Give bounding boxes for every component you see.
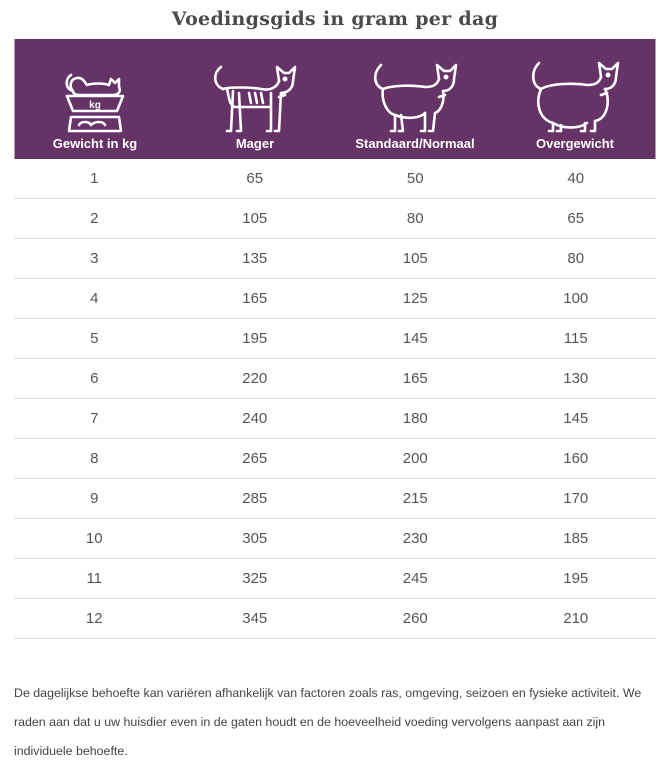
cell-weight: 5 — [90, 330, 99, 347]
table-row — [14, 279, 656, 319]
cell-weight: 10 — [85, 530, 103, 547]
header-label-thin: Mager — [235, 136, 275, 151]
cell-normal: 105 — [402, 250, 428, 267]
header-thin — [175, 39, 335, 159]
cell-weight: 8 — [90, 450, 99, 467]
cell-thin: 65 — [246, 170, 264, 187]
feeding-table — [14, 39, 656, 639]
page-title: Voedingsgids in gram per dag — [171, 8, 499, 30]
table-row — [14, 359, 656, 399]
header-label-overweight: Overgewicht — [535, 136, 615, 151]
cell-weight: 3 — [90, 250, 99, 267]
cell-thin: 285 — [242, 490, 268, 507]
cell-thin: 345 — [242, 610, 268, 627]
cell-thin: 105 — [242, 210, 268, 227]
cell-overweight: 130 — [563, 370, 589, 387]
cell-normal: 215 — [402, 490, 428, 507]
table-row — [14, 559, 656, 599]
header-label-normal: Standaard/Normaal — [355, 136, 475, 151]
cell-thin: 220 — [242, 370, 268, 387]
cell-normal: 245 — [402, 570, 428, 587]
cat-on-scale-icon — [55, 57, 135, 137]
scale-label: kg — [89, 100, 101, 111]
cell-weight: 12 — [85, 610, 103, 627]
overweight-cat-icon — [525, 57, 625, 137]
table-header — [14, 39, 656, 159]
cell-thin: 135 — [242, 250, 268, 267]
cell-overweight: 210 — [563, 610, 589, 627]
cell-overweight: 160 — [563, 450, 589, 467]
cell-weight: 2 — [90, 210, 99, 227]
cell-weight: 7 — [90, 410, 99, 427]
cell-overweight: 65 — [567, 210, 585, 227]
cell-overweight: 185 — [563, 530, 589, 547]
cell-normal: 180 — [402, 410, 428, 427]
cell-thin: 305 — [242, 530, 268, 547]
table-row — [14, 399, 656, 439]
normal-cat-icon — [365, 57, 465, 137]
header-weight — [15, 39, 175, 159]
cell-overweight: 40 — [567, 170, 585, 187]
table-row — [14, 239, 656, 279]
cell-normal: 260 — [402, 610, 428, 627]
cell-normal: 200 — [402, 450, 428, 467]
cell-overweight: 195 — [563, 570, 589, 587]
cell-weight: 6 — [90, 370, 99, 387]
cell-weight: 9 — [90, 490, 99, 507]
table-row — [14, 159, 656, 199]
cell-normal: 230 — [402, 530, 428, 547]
table-row — [14, 519, 656, 559]
cell-thin: 240 — [242, 410, 268, 427]
cell-weight: 1 — [90, 170, 99, 187]
cell-normal: 125 — [402, 290, 428, 307]
table-row — [14, 599, 656, 639]
cell-overweight: 115 — [563, 330, 588, 347]
table-row — [14, 479, 656, 519]
header-label-weight: Gewicht in kg — [52, 136, 138, 151]
cell-normal: 165 — [402, 370, 428, 387]
cell-thin: 165 — [242, 290, 268, 307]
cell-thin: 195 — [242, 330, 268, 347]
header-normal — [335, 39, 495, 159]
thin-cat-icon — [205, 57, 305, 137]
table-row — [14, 439, 656, 479]
cell-normal: 145 — [402, 330, 428, 347]
cell-weight: 4 — [90, 290, 99, 307]
feeding-note: De dagelijkse behoefte kan variëren afhankelijk van factoren zoals ras, omgeving, seizoen en fysieke activiteit. We raden aan dat u uw huisdier even in de gaten houdt en de hoeveelheid voeding vervolgens aanpast aan zijn individuele behoefte. — [14, 686, 642, 759]
cell-weight: 11 — [86, 570, 103, 587]
cell-overweight: 170 — [563, 490, 589, 507]
cell-normal: 80 — [406, 210, 424, 227]
cell-thin: 265 — [242, 450, 268, 467]
table-body — [14, 159, 656, 639]
cell-normal: 50 — [406, 170, 424, 187]
cell-overweight: 145 — [563, 410, 589, 427]
table-row — [14, 199, 656, 239]
cell-thin: 325 — [242, 570, 268, 587]
cell-overweight: 80 — [567, 250, 585, 267]
header-overweight — [495, 39, 655, 159]
cell-overweight: 100 — [563, 290, 589, 307]
table-row — [14, 319, 656, 359]
